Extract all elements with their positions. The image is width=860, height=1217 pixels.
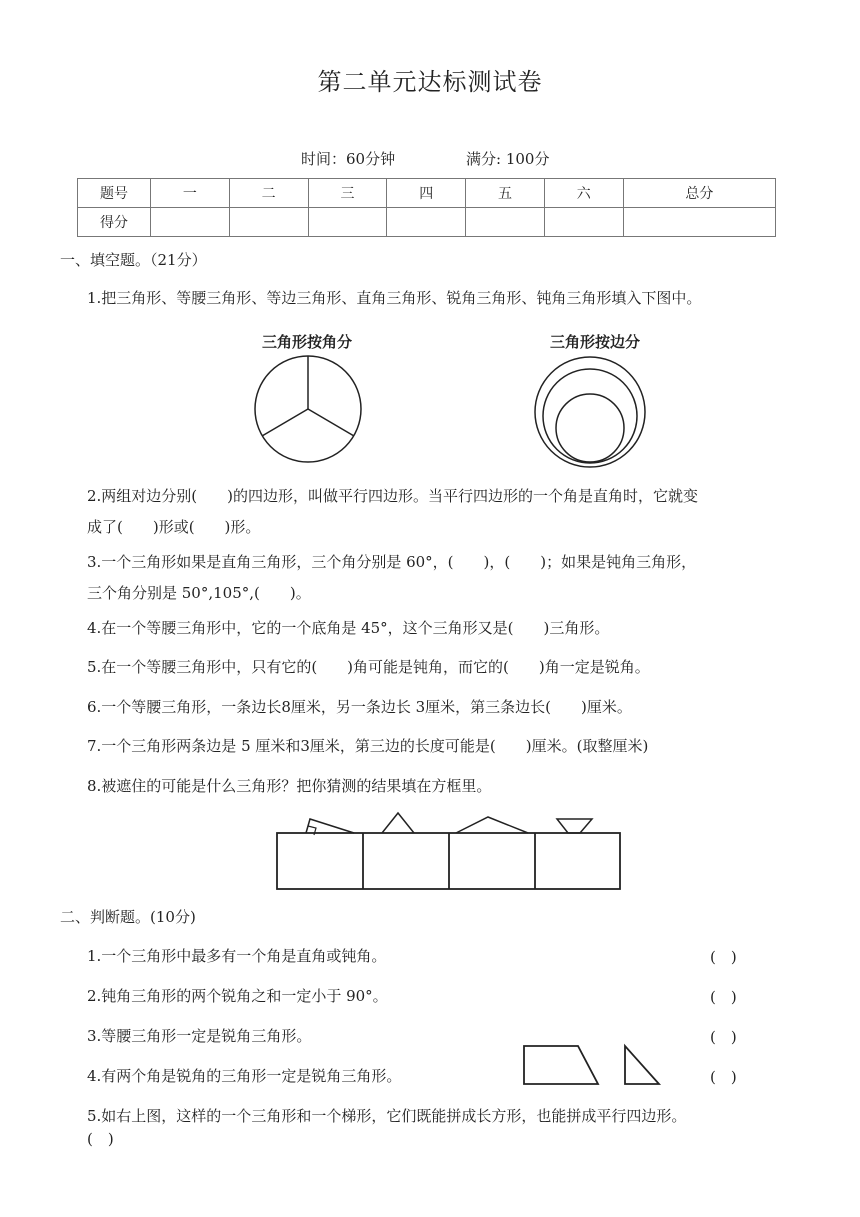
s1-question-5: 5.在一个等腰三角形中，只有它的( )角可能是钝角，而它的( )角一定是锐角。 [87, 658, 650, 676]
s1-question-8: 8.被遮住的可能是什么三角形？把你猜测的结果填在方框里。 [87, 777, 492, 795]
s2-question-2: 2.钝角三角形的两个锐角之和一定小于 90°。 [87, 987, 388, 1005]
hidden-triangles-figure [270, 805, 630, 895]
answer-paren[interactable]: ( ) [87, 1130, 114, 1148]
full-score: 满分: 100分 [466, 150, 550, 168]
s1-question-2-line2: 成了( )形或( )形。 [87, 518, 261, 536]
s1-question-2-line1: 2.两组对边分别( )的四边形，叫做平行四边形。当平行四边形的一个角是直角时，它就变 [87, 487, 699, 505]
score-input-cell[interactable] [387, 208, 466, 237]
section2-heading: 二、判断题。(10分) [60, 908, 196, 926]
score-input-cell[interactable] [229, 208, 308, 237]
s1-question-6: 6.一个等腰三角形，一条边长8厘米，另一条边长 3厘米，第三条边长( )厘米。 [87, 698, 632, 716]
section1-heading: 一、填空题。（21分） [60, 251, 207, 269]
s1-question-3-line1: 3.一个三角形如果是直角三角形，三个角分别是 60°，( )，( )；如果是钝角三角形， [87, 553, 697, 571]
table-cell: 总分 [623, 179, 775, 208]
answer-paren[interactable]: ( ) [710, 1068, 737, 1086]
answer-paren[interactable]: ( ) [710, 948, 737, 966]
score-input-cell[interactable] [466, 208, 545, 237]
s1-question-3-line2: 三个角分别是 50°,105°,( )。 [87, 584, 311, 602]
fig-angle-label: 三角形按角分 [262, 333, 353, 351]
s2-question-1: 1.一个三角形中最多有一个角是直角或钝角。 [87, 947, 387, 965]
score-table [77, 178, 776, 237]
table-cell: 得分 [78, 208, 151, 237]
score-input-cell[interactable] [151, 208, 230, 237]
answer-paren[interactable]: ( ) [710, 988, 737, 1006]
s1-question-4: 4.在一个等腰三角形中，它的一个底角是 45°，这个三角形又是( )三角形。 [87, 619, 610, 637]
score-input-cell[interactable] [308, 208, 387, 237]
s2-question-4: 4.有两个角是锐角的三角形一定是锐角三角形。 [87, 1067, 402, 1085]
score-input-cell[interactable] [623, 208, 775, 237]
s2-question-3: 3.等腰三角形一定是锐角三角形。 [87, 1027, 312, 1045]
s1-question-7: 7.一个三角形两条边是 5 厘米和3厘米，第三边的长度可能是( )厘米。(取整厘米) [87, 737, 649, 755]
table-cell: 六 [544, 179, 623, 208]
side-classification-diagram [530, 352, 655, 477]
fig-side-label: 三角形按边分 [550, 333, 641, 351]
angle-classification-diagram [250, 352, 370, 472]
table-row [78, 179, 776, 208]
trapezoid-triangle-figure [518, 1040, 668, 1092]
table-cell: 四 [387, 179, 466, 208]
page-title: 第二单元达标测试卷 [317, 68, 543, 96]
s2-question-5: 5.如右上图，这样的一个三角形和一个梯形，它们既能拼成长方形，也能拼成平行四边形。 [87, 1107, 687, 1125]
table-cell: 五 [466, 179, 545, 208]
table-cell: 一 [151, 179, 230, 208]
table-cell: 三 [308, 179, 387, 208]
answer-paren[interactable]: ( ) [710, 1028, 737, 1046]
s1-question-1: 1.把三角形、等腰三角形、等边三角形、直角三角形、锐角三角形、钝角三角形填入下图中。 [87, 289, 702, 307]
table-cell: 二 [229, 179, 308, 208]
table-cell: 题号 [78, 179, 151, 208]
table-row [78, 208, 776, 237]
exam-time: 时间：60分钟 [301, 150, 396, 168]
score-input-cell[interactable] [544, 208, 623, 237]
